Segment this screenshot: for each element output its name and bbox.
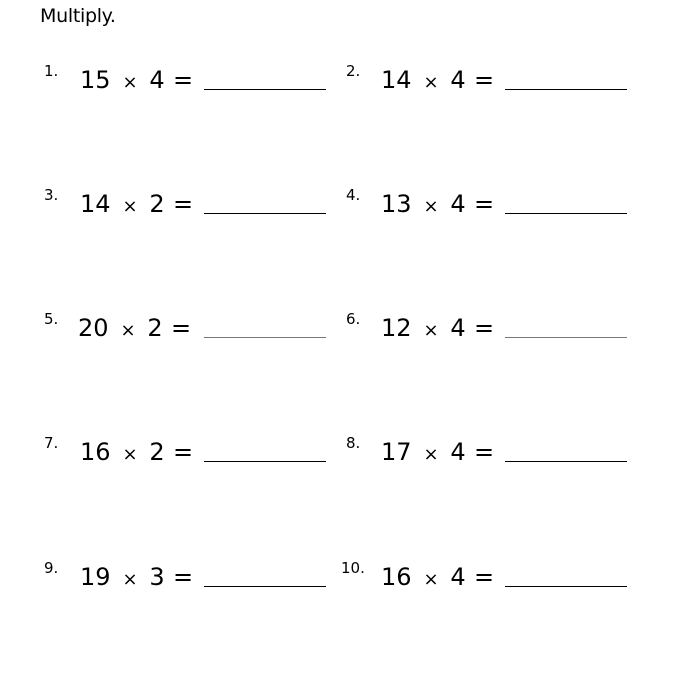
equals-sign: = bbox=[473, 66, 495, 94]
operand-b: 4 bbox=[450, 314, 466, 342]
multiply-sign: × bbox=[423, 196, 439, 217]
multiply-sign: × bbox=[122, 569, 138, 590]
multiply-sign: × bbox=[122, 444, 138, 465]
problem-4 bbox=[0, 186, 674, 226]
operand-a: 13 bbox=[381, 190, 412, 218]
multiply-sign: × bbox=[423, 569, 439, 590]
problem-10 bbox=[0, 559, 674, 599]
problem-number: 4. bbox=[346, 186, 361, 204]
problem-expression bbox=[381, 66, 497, 97]
problem-number: 10. bbox=[341, 559, 365, 577]
equals-sign: = bbox=[172, 563, 194, 591]
problem-number: 9. bbox=[44, 559, 59, 577]
operand-a: 20 bbox=[78, 314, 109, 342]
operand-b: 4 bbox=[450, 563, 466, 591]
problem-expression bbox=[381, 190, 497, 221]
operand-b: 2 bbox=[149, 190, 165, 218]
operand-a: 14 bbox=[381, 66, 412, 94]
operand-b: 4 bbox=[450, 190, 466, 218]
answer-blank[interactable] bbox=[505, 213, 627, 214]
equals-sign: = bbox=[473, 190, 495, 218]
operand-b: 2 bbox=[149, 438, 165, 466]
operand-a: 12 bbox=[381, 314, 412, 342]
operand-b: 4 bbox=[450, 66, 466, 94]
problem-number: 3. bbox=[44, 186, 59, 204]
answer-blank[interactable] bbox=[505, 337, 627, 338]
problem-expression bbox=[381, 563, 497, 594]
operand-b: 4 bbox=[149, 66, 165, 94]
multiply-sign: × bbox=[122, 72, 138, 93]
operand-a: 15 bbox=[80, 66, 111, 94]
operand-a: 16 bbox=[80, 438, 111, 466]
problem-number: 7. bbox=[44, 434, 59, 452]
answer-blank[interactable] bbox=[505, 461, 627, 462]
operand-a: 19 bbox=[80, 563, 111, 591]
answer-blank[interactable] bbox=[505, 89, 627, 90]
problem-number: 2. bbox=[346, 62, 361, 80]
operand-b: 4 bbox=[450, 438, 466, 466]
equals-sign: = bbox=[170, 314, 192, 342]
problem-expression bbox=[381, 438, 497, 469]
problem-6 bbox=[0, 310, 674, 350]
operand-a: 17 bbox=[381, 438, 412, 466]
equals-sign: = bbox=[172, 66, 194, 94]
multiply-sign: × bbox=[120, 320, 136, 341]
problem-number: 8. bbox=[346, 434, 361, 452]
equals-sign: = bbox=[172, 190, 194, 218]
problem-number: 5. bbox=[44, 310, 59, 328]
problem-expression bbox=[381, 314, 497, 345]
equals-sign: = bbox=[172, 438, 194, 466]
multiply-sign: × bbox=[122, 196, 138, 217]
problem-number: 6. bbox=[346, 310, 361, 328]
multiply-sign: × bbox=[423, 72, 439, 93]
instruction-text: Multiply. bbox=[40, 5, 116, 27]
operand-a: 14 bbox=[80, 190, 111, 218]
problem-2 bbox=[0, 62, 674, 102]
multiply-sign: × bbox=[423, 320, 439, 341]
equals-sign: = bbox=[473, 438, 495, 466]
equals-sign: = bbox=[473, 563, 495, 591]
answer-blank[interactable] bbox=[505, 586, 627, 587]
problem-number: 1. bbox=[44, 62, 59, 80]
operand-b: 2 bbox=[147, 314, 163, 342]
operand-a: 16 bbox=[381, 563, 412, 591]
equals-sign: = bbox=[473, 314, 495, 342]
operand-b: 3 bbox=[149, 563, 165, 591]
multiply-sign: × bbox=[423, 444, 439, 465]
problem-8 bbox=[0, 434, 674, 474]
